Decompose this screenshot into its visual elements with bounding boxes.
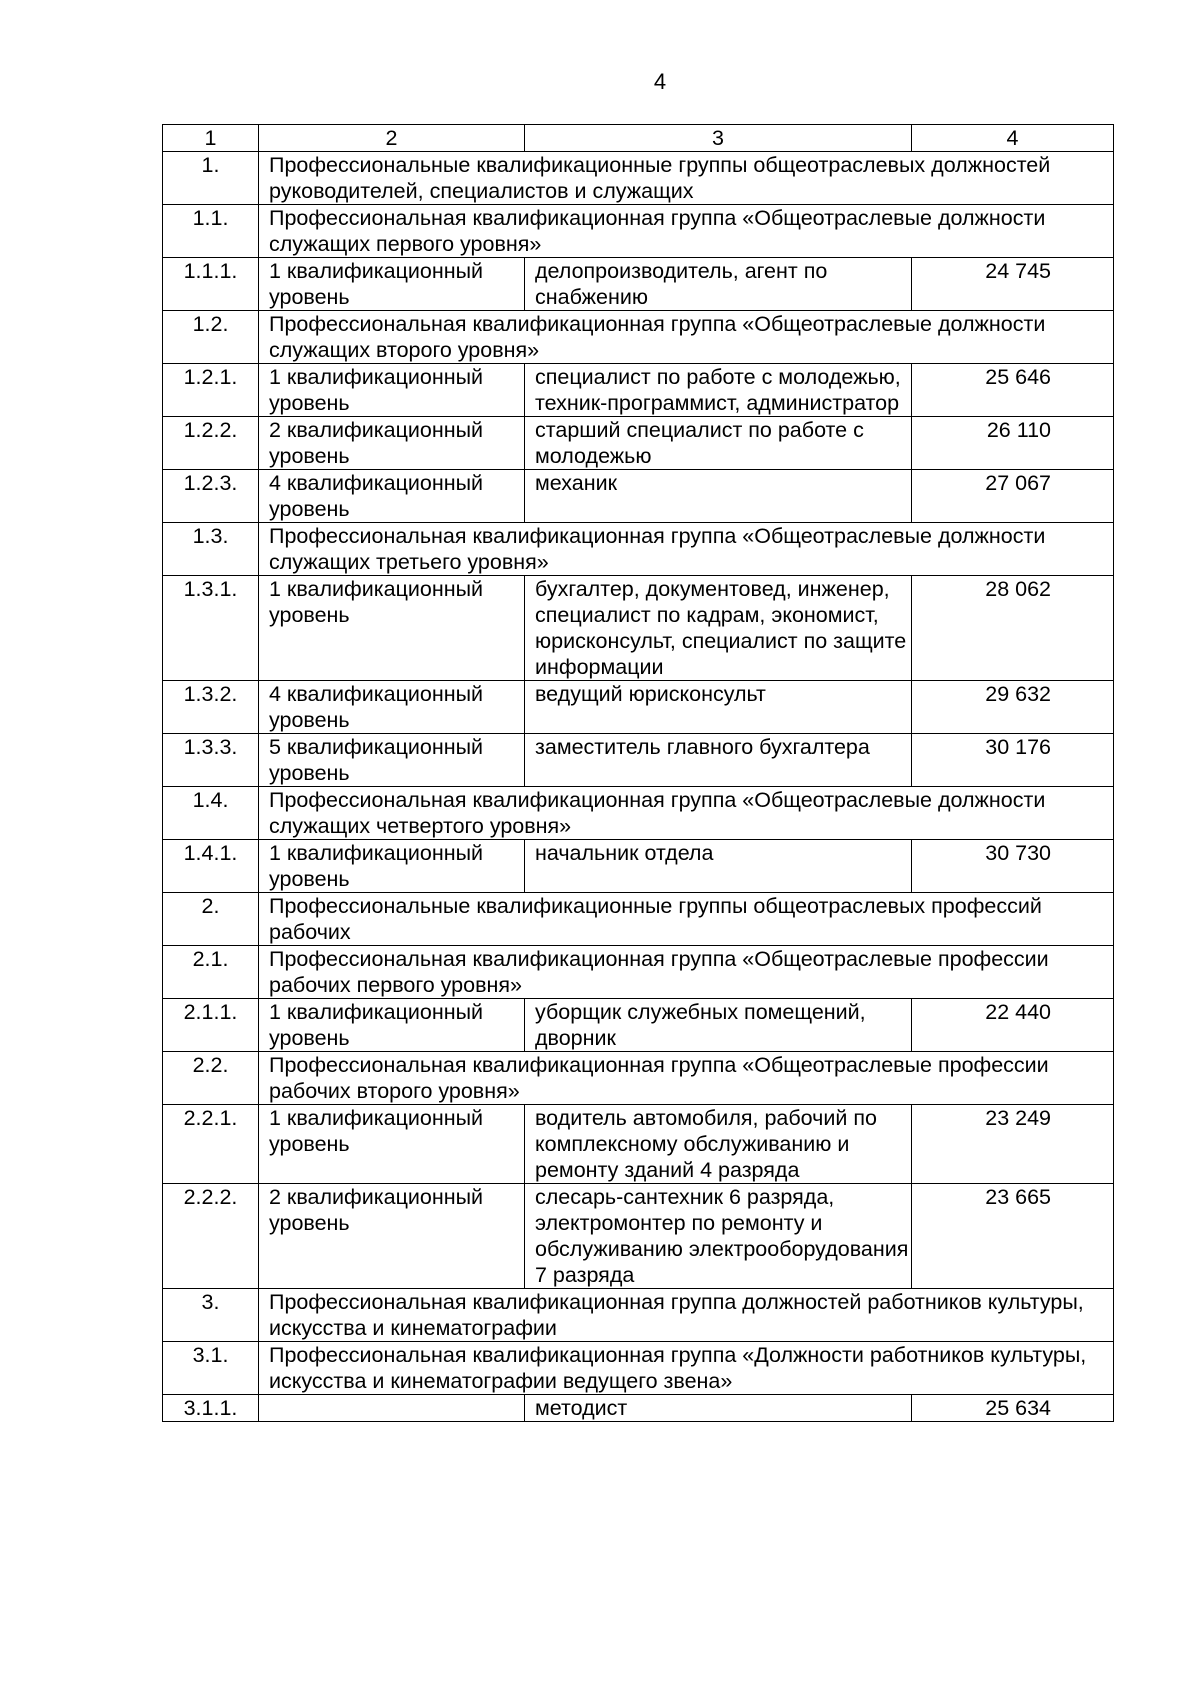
salary-value: 29 632: [912, 681, 1114, 734]
row-number: 2.2.2.: [163, 1184, 259, 1289]
row-number: 3.: [163, 1289, 259, 1342]
table-row: [163, 364, 1114, 417]
table-row: [163, 417, 1114, 470]
salary-value: 23 249: [912, 1105, 1114, 1184]
salary-value: 22 440: [912, 999, 1114, 1052]
positions: методист: [525, 1395, 912, 1422]
salary-value: 24 745: [912, 258, 1114, 311]
group-row: [163, 1289, 1114, 1342]
row-number: 1.3.1.: [163, 576, 259, 681]
row-number: 3.1.: [163, 1342, 259, 1395]
positions: делопроизводитель, агент по снабжению: [525, 258, 912, 311]
qualification-level: [259, 1395, 525, 1422]
group-title: Профессиональная квалификационная группа «Общеотраслевые профессии рабочих первого уровня»: [259, 946, 1114, 999]
group-title: Профессиональная квалификационная группа «Общеотраслевые должности служащих четвертого уровня»: [259, 787, 1114, 840]
positions: специалист по работе с молодежью, техник-программист, администратор: [525, 364, 912, 417]
group-row: [163, 311, 1114, 364]
row-number: 1.2.2.: [163, 417, 259, 470]
table-row: [163, 840, 1114, 893]
positions: старший специалист по работе с молодежью: [525, 417, 912, 470]
group-title: Профессиональная квалификационная группа «Общеотраслевые должности служащих второго уровня»: [259, 311, 1114, 364]
group-row: [163, 1342, 1114, 1395]
page-number: 4: [653, 69, 667, 94]
row-number: 1.1.1.: [163, 258, 259, 311]
salary-table: [162, 124, 1114, 1422]
header-cell-1: 1: [163, 125, 259, 152]
row-number: 2.1.: [163, 946, 259, 999]
row-number: 1.2.1.: [163, 364, 259, 417]
table-row: [163, 576, 1114, 681]
row-number: 1.2.3.: [163, 470, 259, 523]
row-number: 1.1.: [163, 205, 259, 258]
salary-value: 26 110: [912, 417, 1114, 470]
positions: бухгалтер, документовед, инженер, специалист по кадрам, экономист, юрисконсульт, специалист по защите информации: [525, 576, 912, 681]
salary-value: 30 176: [912, 734, 1114, 787]
group-title: Профессиональная квалификационная группа «Должности работников культуры, искусства и кинематографии ведущего звена»: [259, 1342, 1114, 1395]
qualification-level: 1 квалификационный уровень: [259, 576, 525, 681]
qualification-level: 4 квалификационный уровень: [259, 470, 525, 523]
group-row: [163, 152, 1114, 205]
positions: уборщик служебных помещений, дворник: [525, 999, 912, 1052]
salary-value: 25 646: [912, 364, 1114, 417]
salary-value: 28 062: [912, 576, 1114, 681]
table-row: [163, 1184, 1114, 1289]
positions: слесарь-сантехник 6 разряда, электромонтер по ремонту и обслуживанию электрооборудования 7 разряда: [525, 1184, 912, 1289]
row-number: 1.3.2.: [163, 681, 259, 734]
row-number: 1.4.1.: [163, 840, 259, 893]
row-number: 2.2.: [163, 1052, 259, 1105]
qualification-level: 1 квалификационный уровень: [259, 1105, 525, 1184]
row-number: 1.3.: [163, 523, 259, 576]
positions: ведущий юрисконсульт: [525, 681, 912, 734]
row-number: 2.2.1.: [163, 1105, 259, 1184]
table-row: [163, 1395, 1114, 1422]
qualification-level: 5 квалификационный уровень: [259, 734, 525, 787]
table-row: [163, 258, 1114, 311]
group-row: [163, 523, 1114, 576]
group-title: Профессиональная квалификационная группа должностей работников культуры, искусства и кинематографии: [259, 1289, 1114, 1342]
salary-value: 27 067: [912, 470, 1114, 523]
row-number: 1.3.3.: [163, 734, 259, 787]
positions: начальник отдела: [525, 840, 912, 893]
qualification-level: 1 квалификационный уровень: [259, 999, 525, 1052]
header-cell-3: 3: [525, 125, 912, 152]
table-row: [163, 681, 1114, 734]
row-number: 3.1.1.: [163, 1395, 259, 1422]
qualification-level: 4 квалификационный уровень: [259, 681, 525, 734]
qualification-level: 2 квалификационный уровень: [259, 1184, 525, 1289]
salary-value: 25 634: [912, 1395, 1114, 1422]
row-number: 1.: [163, 152, 259, 205]
group-title: Профессиональная квалификационная группа «Общеотраслевые должности служащих первого уровня»: [259, 205, 1114, 258]
row-number: 1.2.: [163, 311, 259, 364]
positions: заместитель главного бухгалтера: [525, 734, 912, 787]
table-row: [163, 1105, 1114, 1184]
group-row: [163, 787, 1114, 840]
group-title: Профессиональная квалификационная группа «Общеотраслевые профессии рабочих второго уровня»: [259, 1052, 1114, 1105]
qualification-level: 1 квалификационный уровень: [259, 258, 525, 311]
group-row: [163, 1052, 1114, 1105]
group-title: Профессиональные квалификационные группы общеотраслевых должностей руководителей, специалистов и служащих: [259, 152, 1114, 205]
row-number: 2.1.1.: [163, 999, 259, 1052]
group-row: [163, 893, 1114, 946]
group-row: [163, 946, 1114, 999]
table-row: [163, 470, 1114, 523]
salary-value: 23 665: [912, 1184, 1114, 1289]
positions: механик: [525, 470, 912, 523]
group-row: [163, 205, 1114, 258]
table-header-row: [163, 125, 1114, 152]
row-number: 2.: [163, 893, 259, 946]
salary-value: 30 730: [912, 840, 1114, 893]
table-row: [163, 999, 1114, 1052]
qualification-level: 2 квалификационный уровень: [259, 417, 525, 470]
table-row: [163, 734, 1114, 787]
positions: водитель автомобиля, рабочий по комплексному обслуживанию и ремонту зданий 4 разряда: [525, 1105, 912, 1184]
qualification-level: 1 квалификационный уровень: [259, 364, 525, 417]
group-title: Профессиональная квалификационная группа «Общеотраслевые должности служащих третьего уровня»: [259, 523, 1114, 576]
qualification-level: 1 квалификационный уровень: [259, 840, 525, 893]
header-cell-4: 4: [912, 125, 1114, 152]
row-number: 1.4.: [163, 787, 259, 840]
group-title: Профессиональные квалификационные группы общеотраслевых профессий рабочих: [259, 893, 1114, 946]
header-cell-2: 2: [259, 125, 525, 152]
